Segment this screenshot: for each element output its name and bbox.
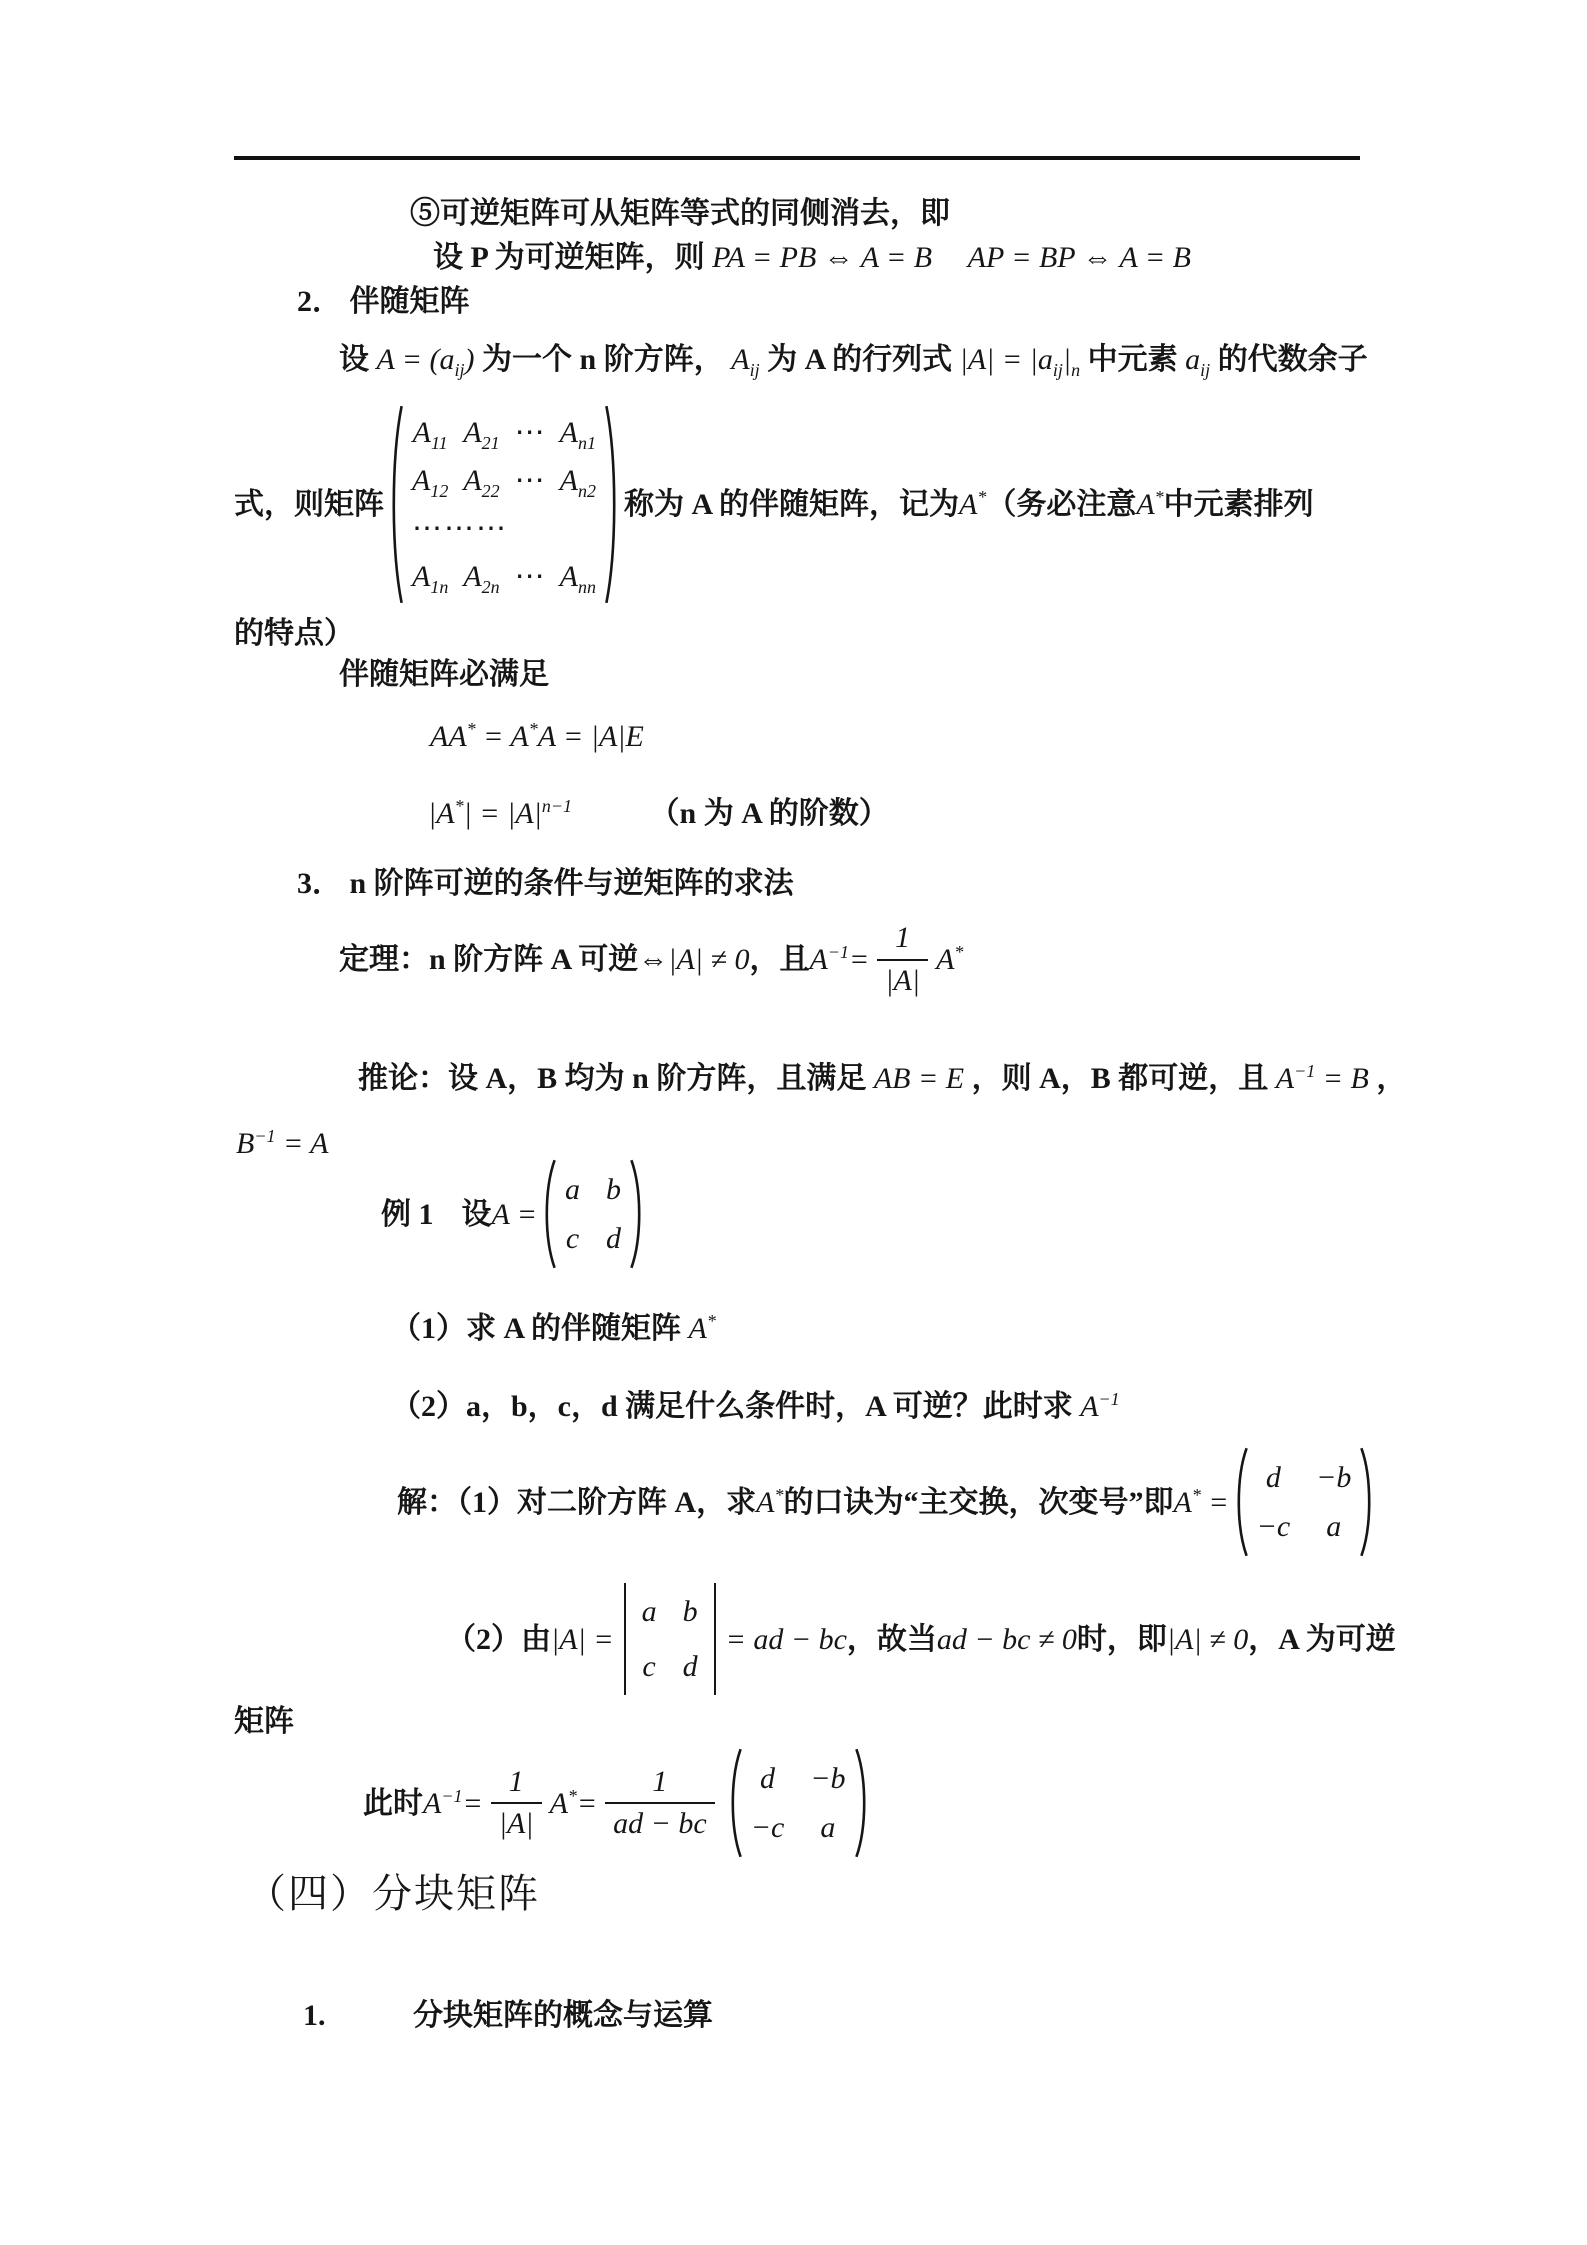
paragraph-q2	[391, 1385, 1120, 1429]
def-sub-ij2: ij	[749, 360, 760, 380]
q2-zh: （2）a，b，c，d 满足什么条件时，A 可逆？此时求	[391, 1390, 1073, 1423]
dots-row: ⋯⋯⋯	[412, 512, 508, 545]
cell: a	[565, 1173, 581, 1206]
q1-zh: （1）求 A 的伴随矩阵	[391, 1312, 682, 1345]
sol2-adbc: = ad − bc	[725, 1622, 847, 1656]
cishi-zh: 此时	[363, 1786, 423, 1820]
cell: −b	[810, 1762, 846, 1795]
fraction-one-over-detA: $\frac{1}{|A|}$	[877, 921, 928, 998]
sol2-zh2: ，故当	[846, 1622, 937, 1656]
formula2: $|A^*| = |A|^{n-1}$	[428, 796, 573, 830]
def-sub-n: n	[1071, 360, 1081, 380]
left-paren-icon	[388, 402, 404, 607]
def-zh2: 为一个 n 阶方阵，	[482, 343, 724, 376]
determinant-abcd	[624, 1583, 716, 1695]
formula1: AA* = A*A = |A|E	[430, 719, 644, 753]
formula2-note: （n 为 A 的阶数）	[649, 797, 889, 830]
dingli-detA: |A| ≠ 0	[668, 943, 750, 976]
sol2-zh3: 时，即	[1076, 1622, 1167, 1656]
adj-zh-right1: 称为 A 的伴随矩阵，记为	[623, 488, 959, 521]
dingli-zh2: ，且	[749, 943, 810, 976]
adjoint-matrix	[388, 402, 620, 607]
left-paren-icon	[1233, 1446, 1249, 1558]
left-paren-icon	[541, 1158, 557, 1270]
setP-zh: 设 P 为可逆矩阵，则	[433, 241, 705, 274]
sol1-zh1: 解：（1）对二阶方阵 A，求	[397, 1485, 757, 1519]
def-zh1: 设	[339, 343, 369, 376]
cell: −b	[1316, 1461, 1352, 1494]
paragraph-item5	[410, 192, 950, 236]
heading-2-title: 伴随矩阵	[349, 285, 470, 318]
def-sub-ij: ij	[454, 360, 465, 380]
dingli-iff: ⇔	[638, 943, 669, 976]
juzhen-text: 矩阵	[234, 1705, 294, 1738]
sol2-detA-ne0: |A| ≠ 0	[1166, 1622, 1249, 1656]
tuilun-zh3: ，	[1376, 1062, 1407, 1095]
tuilun-zh2: ，则 A，B 都可逆，且	[971, 1062, 1269, 1095]
cell: a	[641, 1595, 657, 1628]
paragraph-sol2	[446, 1584, 1396, 1694]
def-zh3: 为 A 的行列式	[767, 343, 953, 376]
cishi-Ainv: $A^{-1}=$	[423, 1785, 483, 1820]
subheading-1-title: 分块矩阵的概念与运算	[413, 1999, 713, 2032]
paragraph-mansu	[339, 653, 549, 697]
matrix-abcd-grid	[557, 1158, 629, 1270]
sol2-zh1: （2）由	[446, 1622, 551, 1656]
cell: $A_{22}$	[463, 464, 500, 501]
tuilun-AinvB: $A^{-1} = B$	[1275, 1061, 1369, 1095]
matrix-adjoint-2x2	[727, 1747, 870, 1859]
def-sub-ij3: ij	[1052, 360, 1063, 380]
def-var-a2: a	[1185, 343, 1201, 376]
paragraph-sol1	[397, 1446, 1379, 1558]
example1-zh2: 设	[461, 1197, 492, 1231]
paragraph-def	[339, 338, 1368, 382]
cell: a	[820, 1811, 836, 1844]
def-math4	[1185, 343, 1211, 380]
matrix-adjoint-grid	[1249, 1446, 1360, 1558]
paragraph-q1	[391, 1307, 716, 1351]
heading-3-number: 3．	[297, 867, 342, 900]
def-math3	[959, 343, 1081, 380]
right-paren-icon	[854, 1747, 870, 1859]
def-sub-ij4: ij	[1200, 360, 1211, 380]
item5-text: ⑤可逆矩阵可从矩阵等式的同侧消去，即	[410, 197, 950, 230]
matrix-adjoint-2x2	[1233, 1446, 1376, 1558]
setP-formula-1: PA = PB ⇔ A = B	[712, 241, 933, 274]
paragraph-tedian	[234, 612, 354, 656]
fraction-one-over-adbc: $\frac{1}{ad - bc}$	[605, 1765, 715, 1842]
def-var-A: A	[731, 343, 750, 376]
q1-Astar: A*	[688, 1311, 716, 1345]
heading-2	[297, 280, 470, 324]
cell: $A_{2n}$	[463, 560, 500, 597]
sol1-Astar1: A*	[756, 1484, 784, 1519]
cell: c	[565, 1222, 580, 1255]
adj-zh-right3: 中元素排列	[1163, 488, 1314, 521]
def-m3: |A| = |a	[959, 343, 1053, 376]
cell: −c	[750, 1811, 785, 1844]
adj-Astar2: A*	[1136, 487, 1164, 521]
setP-formula-2: AP = BP ⇔ A = B	[967, 241, 1191, 274]
right-paren-icon	[604, 402, 620, 607]
def-zh5: 的代数余子	[1217, 343, 1368, 376]
matrix-abcd	[541, 1158, 645, 1270]
cdots: ⋯	[514, 464, 545, 497]
cell: $A_{1n}$	[412, 560, 449, 597]
cell: b	[682, 1595, 698, 1628]
cell: b	[606, 1173, 622, 1206]
cell: −c	[1256, 1510, 1291, 1543]
subheading-1	[303, 1994, 713, 2038]
dingli-Ainv: $A^{-1}=$	[809, 942, 870, 976]
tuilun-ABE: AB = E	[873, 1062, 965, 1095]
left-paren-icon	[727, 1747, 743, 1859]
dingli-Astar: A*	[936, 942, 964, 976]
paragraph-juzhen	[234, 1700, 294, 1744]
paragraph-dingli	[339, 902, 963, 1017]
example1-label: 例 1	[381, 1197, 434, 1231]
heading-4-title: （四）分块矩阵	[246, 1871, 540, 1916]
cell: $A_{21}$	[463, 416, 500, 453]
cell: $A_{12}$	[412, 464, 449, 501]
sol2-detAeq: |A| =	[551, 1622, 614, 1656]
cdots: ⋯	[514, 416, 545, 449]
tedian-text: 的特点）	[234, 617, 354, 650]
matrix-adjoint-grid	[743, 1747, 854, 1859]
cell: d	[759, 1762, 775, 1795]
sol2-cond: ad − bc ≠ 0	[936, 1622, 1077, 1656]
sol1-Astar2: A* =	[1173, 1484, 1229, 1519]
cell: $A_{nn}$	[559, 560, 596, 597]
right-paren-icon	[1359, 1446, 1375, 1558]
adj-zh-right2: （务必注意	[986, 488, 1137, 521]
def-var-a: a	[439, 343, 455, 376]
heading-4	[246, 1872, 540, 1916]
heading-3-title: n 阶阵可逆的条件与逆矩阵的求法	[349, 867, 794, 900]
cell: d	[682, 1650, 698, 1683]
tuilun-zh1: 推论：设 A，B 均为 n 阶方阵，且满足	[358, 1062, 867, 1095]
paragraph-example1	[381, 1158, 649, 1270]
def-m4: |	[1062, 343, 1072, 376]
formula-AA-star	[430, 715, 644, 759]
paragraph-binv	[236, 1122, 329, 1166]
heading-2-number: 2．	[297, 285, 342, 318]
cell: $A_{11}$	[412, 416, 448, 453]
adj-Astar1: A*	[959, 487, 987, 521]
def-m2: )	[464, 343, 475, 376]
def-math2	[731, 343, 760, 380]
dingli-zh1: 定理：n 阶方阵 A 可逆	[339, 943, 639, 976]
example1-Aeq: A =	[491, 1197, 538, 1231]
cell: d	[1265, 1461, 1281, 1494]
cell: $A_{n1}$	[559, 416, 596, 453]
cishi-Astar: A*=	[549, 1785, 598, 1820]
adj-zh-left: 式，则矩阵	[234, 488, 384, 521]
q2-Ainv: $A^{-1}$	[1080, 1389, 1120, 1423]
def-zh4: 中元素	[1087, 343, 1178, 376]
right-paren-icon	[629, 1158, 645, 1270]
header-rule-divider	[234, 156, 1360, 160]
mansu-text: 伴随矩阵必满足	[339, 658, 549, 691]
cell: c	[642, 1650, 656, 1683]
cell: $A_{n2}$	[559, 464, 596, 501]
sol1-zh2: 的口诀为“主交换，次变号”即	[783, 1485, 1174, 1519]
def-m1: A = (	[376, 343, 440, 376]
binv-formula: $B^{-1} = A$	[236, 1126, 329, 1160]
subheading-1-number: 1.	[303, 1999, 326, 2032]
sol2-zh4: ，A 为可逆	[1248, 1622, 1396, 1656]
determinant-grid	[642, 1592, 698, 1686]
paragraph-adjoint-matrix	[234, 402, 1314, 607]
adjoint-matrix-grid	[404, 402, 604, 607]
paragraph-setP	[433, 236, 1191, 280]
cell: d	[606, 1222, 622, 1255]
paragraph-cishi	[363, 1744, 874, 1862]
cell: a	[1326, 1510, 1342, 1543]
def-math1	[376, 343, 475, 380]
formula-det-Astar	[428, 792, 889, 836]
fraction-one-over-detA: $\frac{1}{|A|}$	[491, 1765, 542, 1842]
cdots: ⋯	[514, 560, 545, 593]
heading-3	[297, 862, 794, 906]
paragraph-tuilun	[358, 1057, 1406, 1101]
